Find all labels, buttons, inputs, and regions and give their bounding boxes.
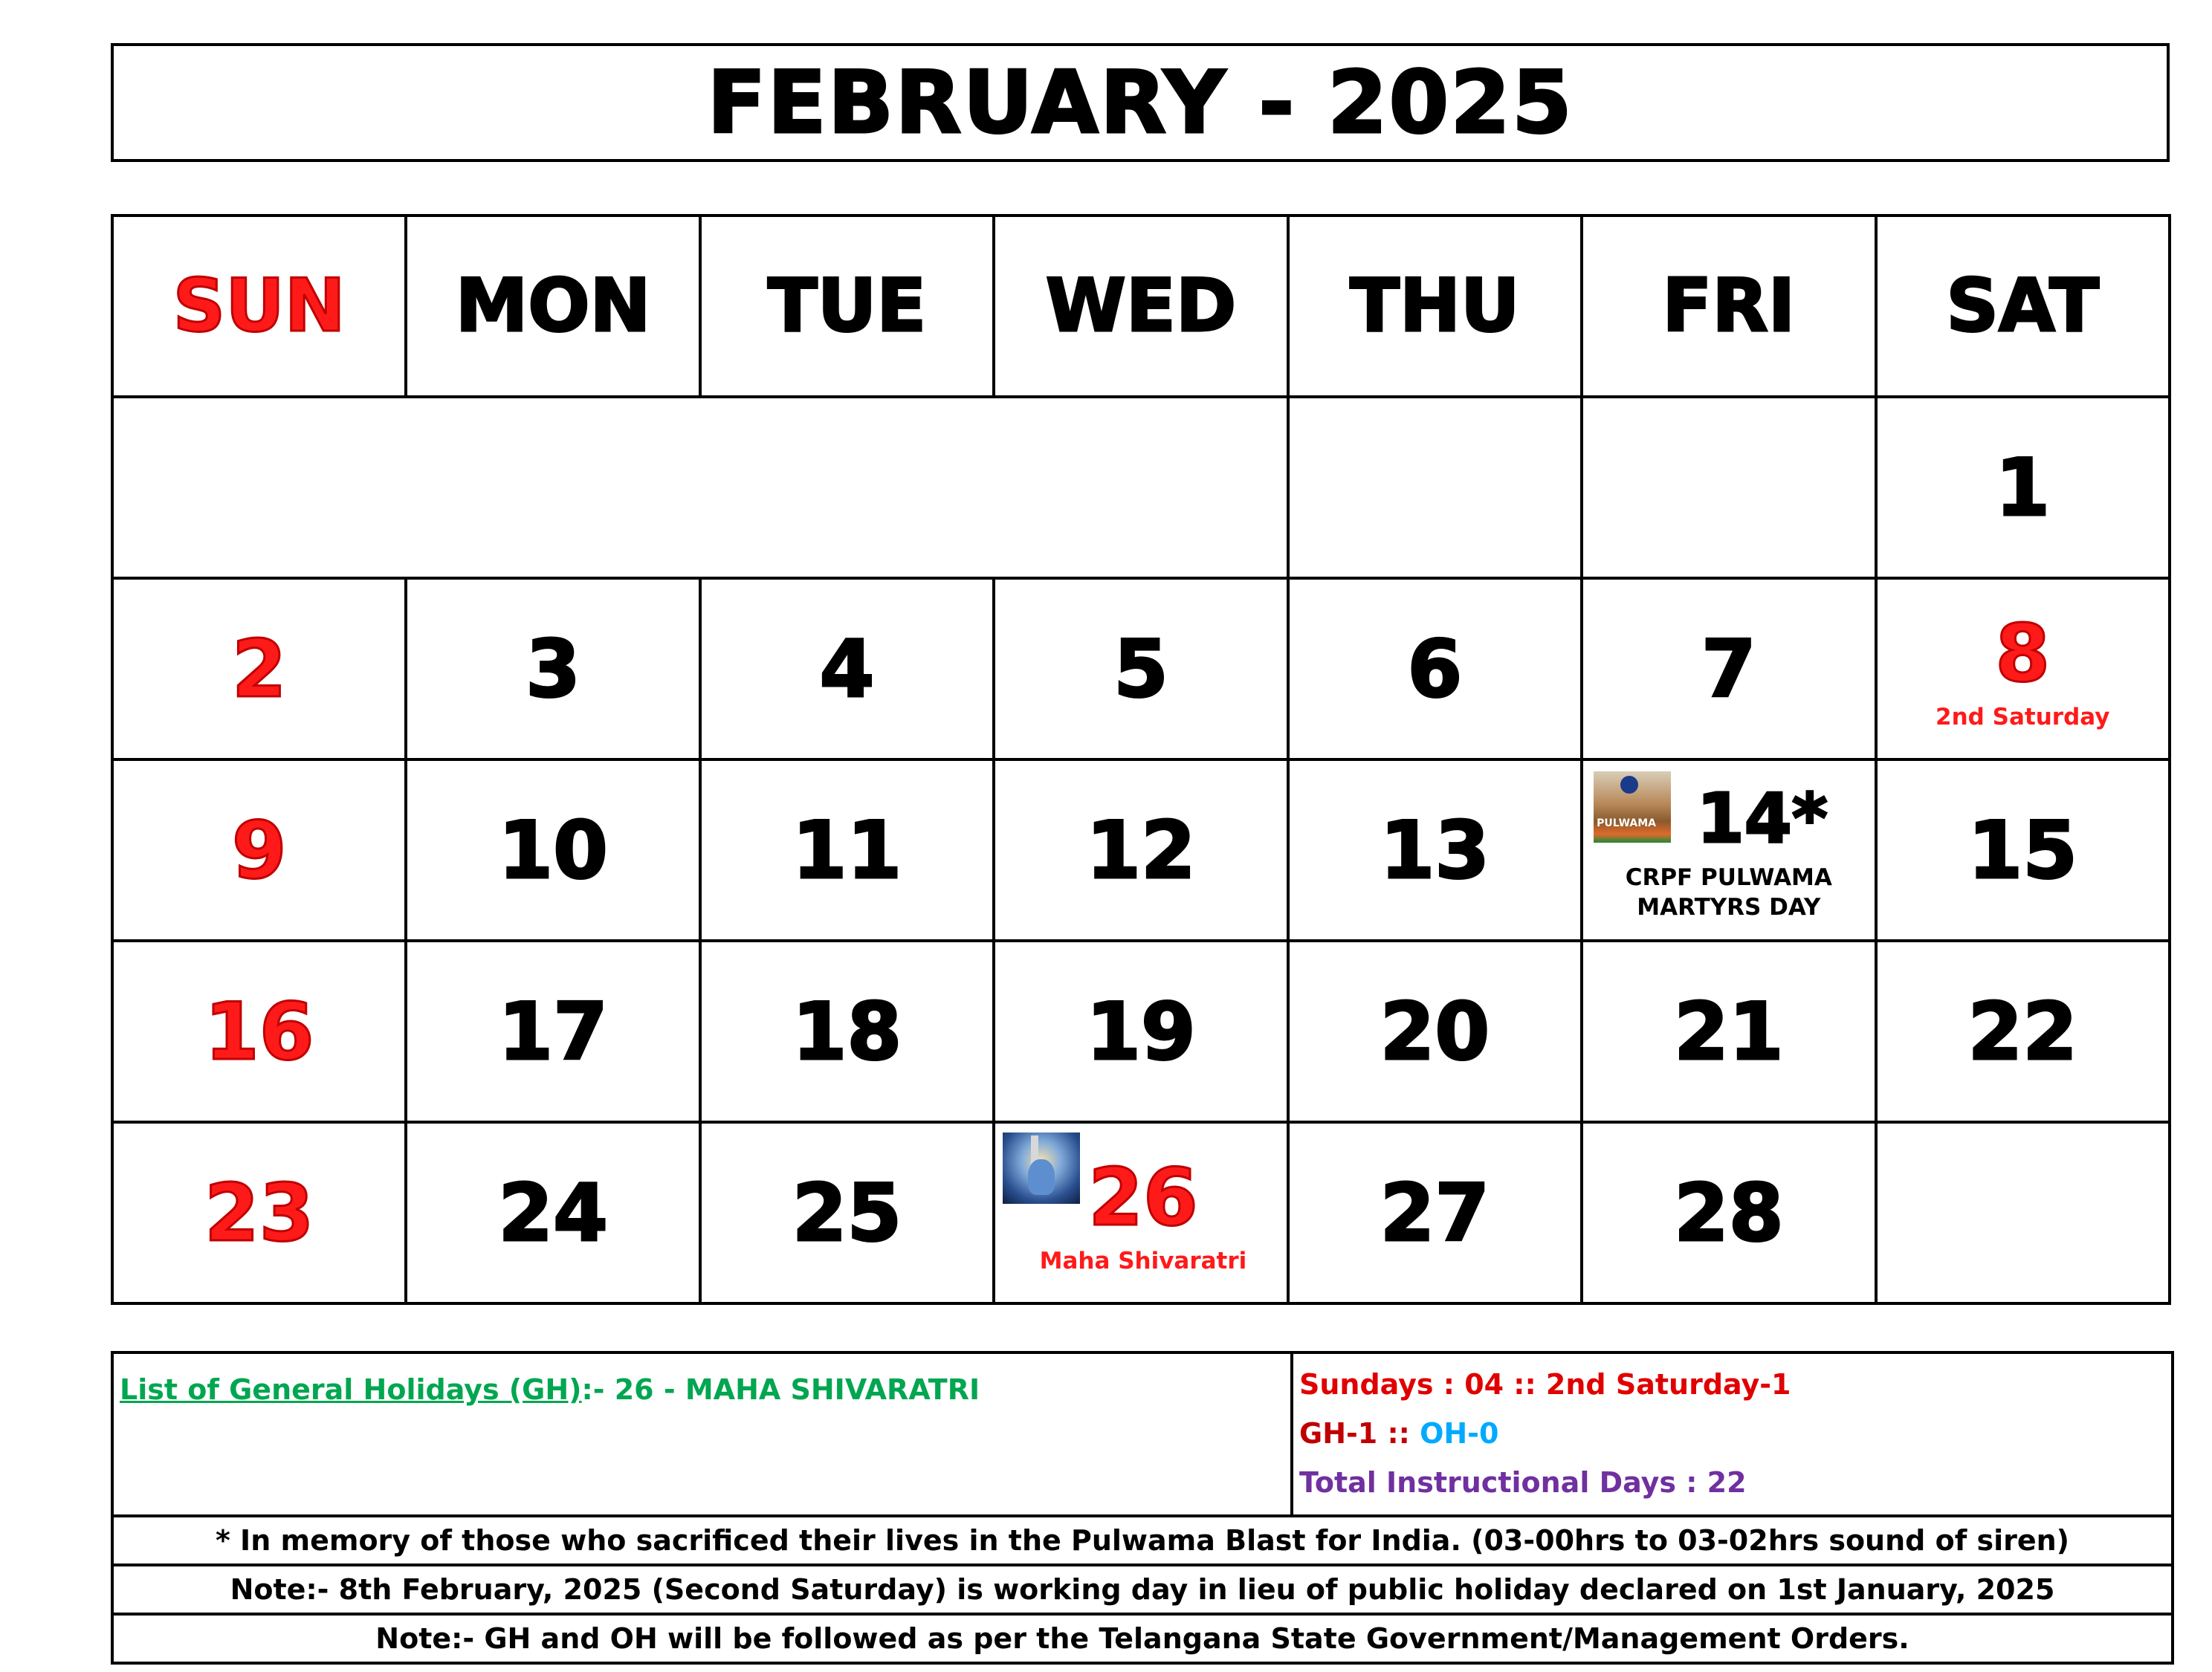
empty-cell bbox=[1288, 397, 1582, 578]
summary-cell bbox=[1292, 1352, 2173, 1516]
day-cell-9 bbox=[112, 759, 406, 941]
oh-count: OH-0 bbox=[1420, 1417, 1499, 1450]
general-holidays-cell bbox=[112, 1352, 1292, 1516]
day-number: 8 bbox=[1995, 607, 2051, 699]
week-row-5 bbox=[112, 1122, 2170, 1303]
day-annotation: Maha Shivaratri bbox=[1039, 1247, 1247, 1274]
day-number: 22 bbox=[1967, 985, 2078, 1078]
day-number: 5 bbox=[1113, 623, 1168, 715]
day-annotation-line1: CRPF PULWAMA bbox=[1625, 863, 1832, 891]
day-number: 28 bbox=[1674, 1167, 1784, 1259]
weekday-wed bbox=[994, 216, 1287, 397]
day-cell-11 bbox=[700, 759, 994, 941]
day-number: 1 bbox=[1995, 441, 2051, 534]
day-cell-6 bbox=[1288, 578, 1582, 759]
weekday-mon bbox=[406, 216, 699, 397]
day-number: 24 bbox=[498, 1167, 608, 1259]
day-cell-25 bbox=[700, 1122, 994, 1303]
pulwama-memorial-image bbox=[1594, 771, 1671, 843]
day-cell-12 bbox=[994, 759, 1287, 941]
footer-note-row-2 bbox=[112, 1565, 2173, 1614]
week-row-4 bbox=[112, 941, 2170, 1122]
day-number: 6 bbox=[1407, 623, 1463, 715]
day-number: 7 bbox=[1701, 623, 1756, 715]
day-number: 3 bbox=[525, 623, 581, 715]
footer-table bbox=[111, 1351, 2174, 1665]
day-cell-16 bbox=[112, 941, 406, 1122]
footer-summary-row bbox=[112, 1352, 2173, 1516]
day-cell-5 bbox=[994, 578, 1287, 759]
orders-note: Note:- GH and OH will be followed as per the Telangana State Government/Management Orders. bbox=[112, 1614, 2173, 1663]
day-cell-19 bbox=[994, 941, 1287, 1122]
day-cell-3 bbox=[406, 578, 699, 759]
day-cell-8 bbox=[1876, 578, 2170, 759]
weekday-sat bbox=[1876, 216, 2170, 397]
weekday-header-row bbox=[112, 216, 2170, 397]
day-number: 11 bbox=[792, 804, 902, 896]
day-number: 19 bbox=[1086, 985, 1196, 1078]
day-number: 10 bbox=[498, 804, 608, 896]
day-cell-18 bbox=[700, 941, 994, 1122]
day-number: 15 bbox=[1967, 804, 2078, 896]
footer-note-row-3 bbox=[112, 1614, 2173, 1663]
weekday-label: THU bbox=[1350, 264, 1520, 349]
calendar-title: FEBRUARY - 2025 bbox=[707, 52, 1574, 153]
general-holidays-label: List of General Holidays (GH) bbox=[120, 1373, 582, 1406]
day-annotation-block bbox=[1583, 858, 1874, 922]
day-number: 13 bbox=[1380, 804, 1490, 896]
sundays-count: Sundays : 04 :: 2nd Saturday-1 bbox=[1299, 1368, 1791, 1401]
day-cell-content bbox=[1878, 608, 2168, 730]
weekday-thu bbox=[1288, 216, 1582, 397]
weekday-label: TUE bbox=[767, 264, 927, 349]
weekday-label: FRI bbox=[1662, 264, 1796, 349]
day-number: 27 bbox=[1380, 1167, 1490, 1259]
pulwama-note: * In memory of those who sacrificed their lives in the Pulwama Blast for India. (03-00hrs to 03-02hrs sound of siren) bbox=[112, 1516, 2173, 1565]
empty-cell bbox=[112, 397, 1288, 578]
day-cell-20 bbox=[1288, 941, 1582, 1122]
day-cell-23 bbox=[112, 1122, 406, 1303]
day-number: 20 bbox=[1380, 985, 1490, 1078]
weekday-label: WED bbox=[1045, 264, 1237, 349]
weekday-fri bbox=[1582, 216, 1875, 397]
holiday-counts bbox=[1299, 1409, 2165, 1458]
week-row-3 bbox=[112, 759, 2170, 941]
day-cell-10 bbox=[406, 759, 699, 941]
day-number: 16 bbox=[204, 985, 314, 1078]
second-saturday-note: Note:- 8th February, 2025 (Second Saturday) is working day in lieu of public holiday declared on 1st January, 2025 bbox=[112, 1565, 2173, 1614]
week-row-1 bbox=[112, 397, 2170, 578]
day-annotation: 2nd Saturday bbox=[1936, 703, 2110, 730]
empty-cell bbox=[1582, 397, 1875, 578]
footer-note-row-1 bbox=[112, 1516, 2173, 1565]
instructional-days: Total Instructional Days : 22 bbox=[1299, 1466, 1747, 1499]
weekday-label: SUN bbox=[172, 264, 346, 349]
day-number: 14* bbox=[1696, 778, 1828, 858]
weekday-label: MON bbox=[455, 264, 651, 349]
day-cell-2 bbox=[112, 578, 406, 759]
gh-oh-separator: :: bbox=[1377, 1417, 1420, 1450]
day-number: 23 bbox=[204, 1167, 314, 1259]
day-number: 2 bbox=[231, 623, 287, 715]
day-number: 18 bbox=[792, 985, 902, 1078]
day-cell-28 bbox=[1582, 1122, 1875, 1303]
day-cell-22 bbox=[1876, 941, 2170, 1122]
day-number: 9 bbox=[231, 804, 287, 896]
day-cell-14 bbox=[1582, 759, 1875, 941]
day-cell-24 bbox=[406, 1122, 699, 1303]
day-annotation-line2: MARTYRS DAY bbox=[1637, 893, 1821, 921]
calendar-title-box bbox=[111, 43, 2170, 162]
gh-count: GH-1 bbox=[1299, 1417, 1378, 1450]
weekday-label: SAT bbox=[1946, 264, 2100, 349]
day-number: 21 bbox=[1674, 985, 1784, 1078]
day-cell-13 bbox=[1288, 759, 1582, 941]
day-cell-17 bbox=[406, 941, 699, 1122]
empty-cell bbox=[1876, 1122, 2170, 1303]
day-cell-7 bbox=[1582, 578, 1875, 759]
day-cell-26 bbox=[994, 1122, 1287, 1303]
day-cell-4 bbox=[700, 578, 994, 759]
week-row-2 bbox=[112, 578, 2170, 759]
day-cell-27 bbox=[1288, 1122, 1582, 1303]
day-number: 4 bbox=[819, 623, 875, 715]
lord-shiva-image bbox=[1003, 1133, 1080, 1204]
day-cell-21 bbox=[1582, 941, 1875, 1122]
general-holidays-value: :- 26 - MAHA SHIVARATRI bbox=[581, 1373, 980, 1406]
day-number: 25 bbox=[792, 1167, 902, 1259]
day-cell-1 bbox=[1876, 397, 2170, 578]
day-cell-15 bbox=[1876, 759, 2170, 941]
weekday-sun bbox=[112, 216, 406, 397]
day-number: 12 bbox=[1086, 804, 1196, 896]
calendar-grid bbox=[111, 214, 2171, 1305]
weekday-tue bbox=[700, 216, 994, 397]
day-number: 17 bbox=[498, 985, 608, 1078]
day-number: 26 bbox=[1088, 1151, 1198, 1243]
